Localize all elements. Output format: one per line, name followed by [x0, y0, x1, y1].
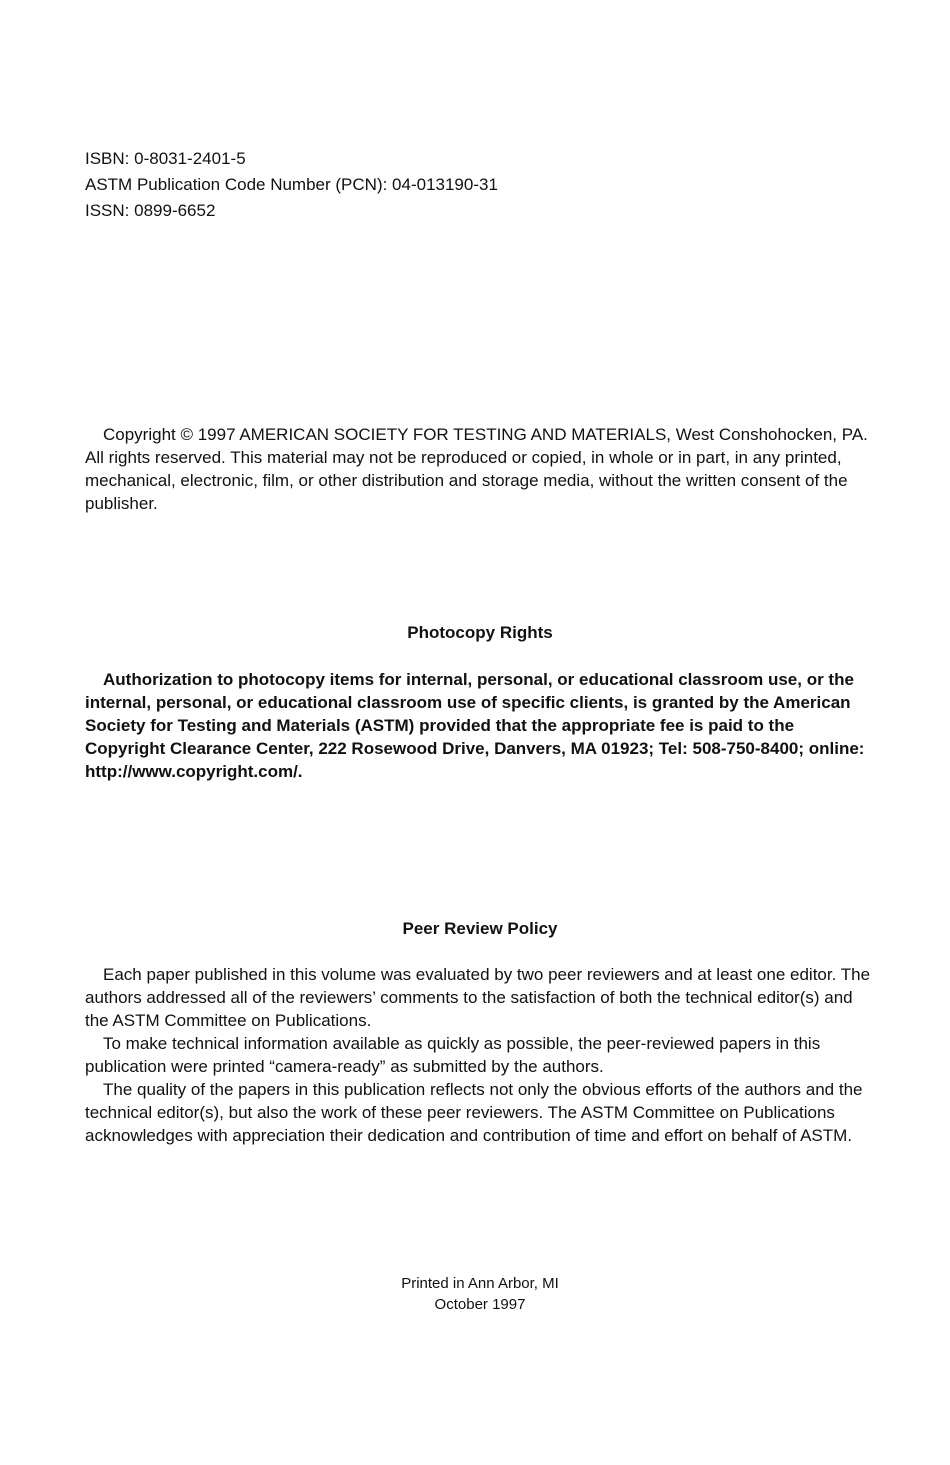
isbn: ISBN: 0-8031-2401-5 [85, 149, 246, 168]
peer-review-paragraph: The quality of the papers in this publication reflects not only the obvious efforts of the authors and the technical editor(s), but also the work of these peer reviewers. The ASTM Committee on Publications acknowledges with appreciation their dedication and contribution of time and effort on behalf of ASTM. [85, 1080, 863, 1145]
copyright-notice: Copyright © 1997 AMERICAN SOCIETY FOR TESTING AND MATERIALS, West Conshohocken, PA. All rights reserved. This material may not be reproduced or copied, in whole or in part, in any printed, mechanical, electronic, film, or other distribution and storage media, without the written consent of the publisher. [85, 425, 868, 513]
photocopy-rights-heading: Photocopy Rights [407, 623, 553, 642]
printed-location: Printed in Ann Arbor, MI [401, 1275, 559, 1292]
peer-review-text [85, 963, 875, 1147]
publication-identifiers [85, 146, 875, 224]
issn: ISSN: 0899-6652 [85, 201, 216, 220]
peer-review-paragraph: To make technical information available as quickly as possible, the peer-reviewed papers in this publication were printed “camera-ready” as submitted by the authors. [85, 1034, 821, 1076]
printed-date: October 1997 [434, 1296, 526, 1313]
photocopy-rights-text: Authorization to photocopy items for internal, personal, or educational classroom use, or the internal, personal, or educational classroom use of specific clients, is granted by the American Society for Testing and Materials (ASTM) provided that the appropriate fee is paid to the Copyright Clearance Center, 222 Rosewood Drive, Danvers, MA 01923; Tel: 508-750-8400; online: http://www.copyright.com/. [85, 670, 865, 781]
pcn: ASTM Publication Code Number (PCN): 04-013190-31 [85, 175, 498, 194]
peer-review-paragraph: Each paper published in this volume was evaluated by two peer reviewers and at least one editor. The authors addressed all of the reviewers’ comments to the satisfaction of both the technical editor(s) and the ASTM Committee on Publications. [85, 965, 871, 1030]
colophon [85, 1273, 875, 1315]
peer-review-heading: Peer Review Policy [402, 919, 558, 938]
